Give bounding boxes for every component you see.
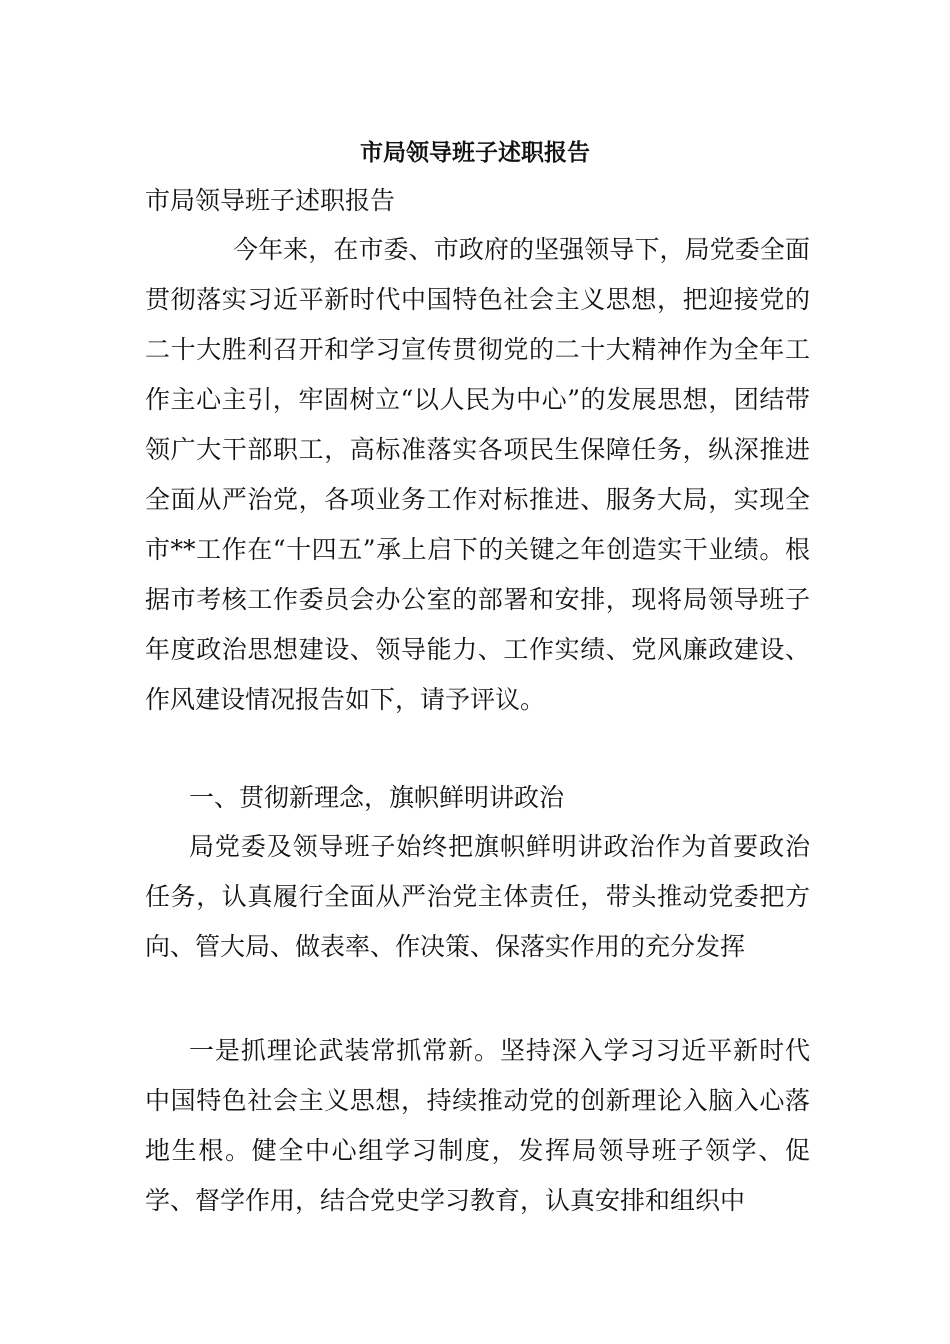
document-title: 市局领导班子述职报告 [360,139,590,166]
section-heading: 一、贯彻新理念，旗帜鲜明讲政治 [189,783,565,812]
section-paragraph: 局党委及领导班子始终把旗帜鲜明讲政治作为首要政治任务，认真履行全面从严治党主体责任，带头推动党委把方向、管大局、做表率、作决策、保落实作用的充分发挥 [145,832,810,961]
intro-paragraph: 今年来，在市委、市政府的坚强领导下，局党委全面贯彻落实习近平新时代中国特色社会主义思想，把迎接党的二十大胜利召开和学习宣传贯彻党的二十大精神作为全年工作主心主引，牢固树立“以人民为中心”的发展思想，团结带领广大干部职工，高标准落实各项民生保障任务，纵深推进全面从严治党，各项业务工作对标推进、服务大局，实现全市**工作在“十四五”承上启下的关键之年创造实干业绩。根据市考核工作委员会办公室的部署和安排，现将局领导班子年度政治思想建设、领导能力、工作实绩、党风廉政建设、作风建设情况报告如下，请予评议。 [145,235,810,714]
document-subtitle: 市局领导班子述职报告 [145,186,396,215]
section-item-paragraph: 一是抓理论武装常抓常新。坚持深入学习习近平新时代中国特色社会主义思想，持续推动党的创新理论入脑入心落地生根。健全中心组学习制度，发挥局领导班子领学、促学、督学作用，结合党史学习教育，认真安排和组织中 [145,1036,810,1215]
